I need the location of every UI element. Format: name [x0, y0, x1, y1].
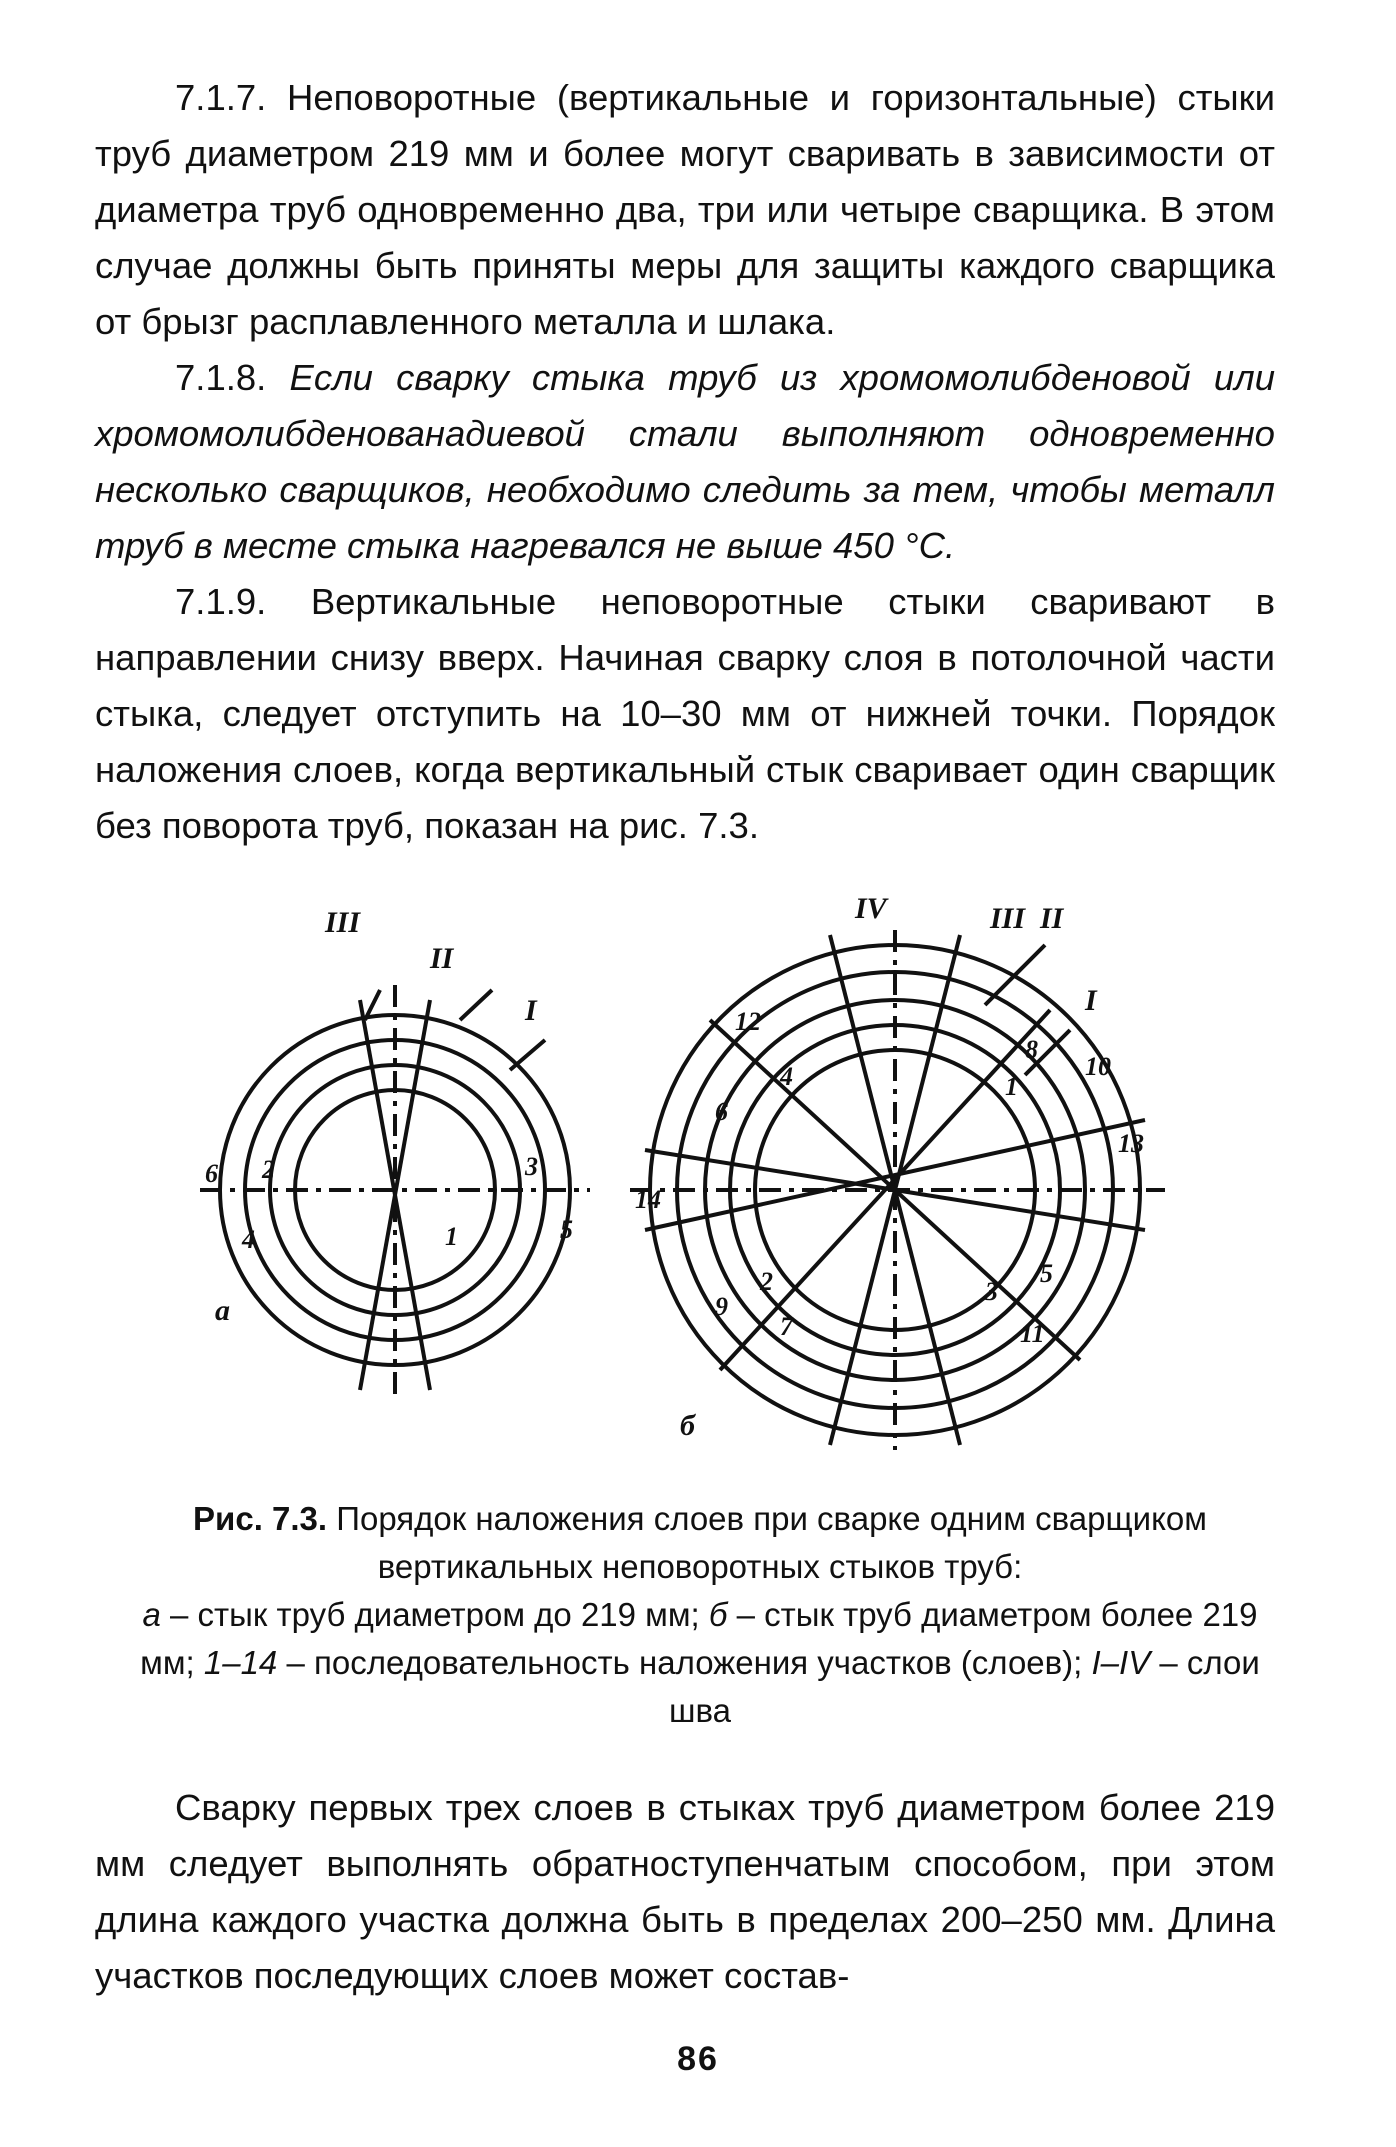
- label-b-panel: б: [680, 1409, 695, 1442]
- label-a-layer-iii: III: [325, 906, 361, 939]
- label-a-layer-ii: II: [430, 942, 454, 975]
- label-b-layer-i: I: [1085, 984, 1097, 1017]
- label-b-seq-6: 6: [715, 1097, 728, 1126]
- paragraph-7-1-7: 7.1.7. Неповоротные (вертикальные и горизонтальные) стыки труб диаметром 219 мм и более могут сваривать в зависимости от диаметра труб одновременно два, три или четыре сварщика. В этом случае должны быть приняты меры для защиты каждого сварщика от брызг расплавленного металла и шлака.: [95, 77, 1275, 342]
- figure-caption: Рис. 7.3. Порядок наложения слоев при сварке одним сварщиком вертикальных неповоротных стыков труб: а – стык труб диаметром до 219 мм; б – стык труб диаметром более 219 мм; 1–14 – последовательность наложения участков (слоев); I–IV – слои шва: [140, 1500, 1260, 1729]
- weld-layer-diagram: [190, 890, 1200, 1450]
- label-b-seq-4: 4: [780, 1062, 793, 1091]
- body-text-bottom: [95, 1780, 1275, 2004]
- label-b-seq-3: 3: [985, 1277, 998, 1306]
- label-b-layer-iv: IV: [855, 892, 887, 925]
- label-a-seq-3: 3: [525, 1152, 538, 1181]
- label-b-layer-iii: III: [990, 902, 1026, 935]
- label-b-seq-12: 12: [735, 1007, 761, 1036]
- label-b-seq-2: 2: [760, 1267, 773, 1296]
- label-a-seq-4: 4: [242, 1225, 255, 1254]
- page-number: 86: [677, 2040, 719, 2078]
- joint-a: [200, 985, 590, 1395]
- figure-7-3: [190, 890, 1200, 1450]
- label-a-layer-i: I: [525, 994, 537, 1027]
- label-a-seq-2: 2: [262, 1155, 275, 1184]
- label-b-seq-13: 13: [1118, 1129, 1144, 1158]
- label-b-seq-10: 10: [1085, 1052, 1111, 1081]
- label-b-seq-9: 9: [715, 1292, 728, 1321]
- label-a-seq-1: 1: [445, 1222, 458, 1251]
- body-text-top: [95, 70, 1275, 854]
- paragraph-7-1-8: 7.1.8. Если сварку стыка труб из хромомолибденовой или хромомолибденованадиевой стали выполняют одновременно несколько сварщиков, необходимо следить за тем, чтобы металл труб в месте стыка нагревался не выше 450 °С.: [95, 357, 1275, 566]
- label-a-panel: а: [215, 1294, 230, 1327]
- paragraph-7-1-9: 7.1.9. Вертикальные неповоротные стыки сваривают в направлении снизу вверх. Начиная сварку слоя в потолочной части стыка, следует отступить на 10–30 мм от нижней точки. Порядок наложения слоев, когда вертикальный стык сваривает один сварщик без поворота труб, показан на рис. 7.3.: [95, 581, 1275, 846]
- label-b-seq-1: 1: [1005, 1072, 1018, 1101]
- label-b-seq-11: 11: [1020, 1319, 1045, 1348]
- label-b-layer-ii: II: [1040, 902, 1064, 935]
- label-b-seq-5: 5: [1040, 1259, 1053, 1288]
- label-a-seq-5: 5: [560, 1215, 573, 1244]
- label-a-seq-6: 6: [205, 1159, 218, 1188]
- label-b-seq-8: 8: [1025, 1035, 1038, 1064]
- label-b-seq-14: 14: [635, 1185, 661, 1214]
- paragraph-continuation: Сварку первых трех слоев в стыках труб диаметром более 219 мм следует выполнять обратноступенчатым способом, при этом длина каждого участка должна быть в пределах 200–250 мм. Длина участков последующих слоев может состав-: [95, 1787, 1275, 1996]
- label-b-seq-7: 7: [780, 1312, 793, 1341]
